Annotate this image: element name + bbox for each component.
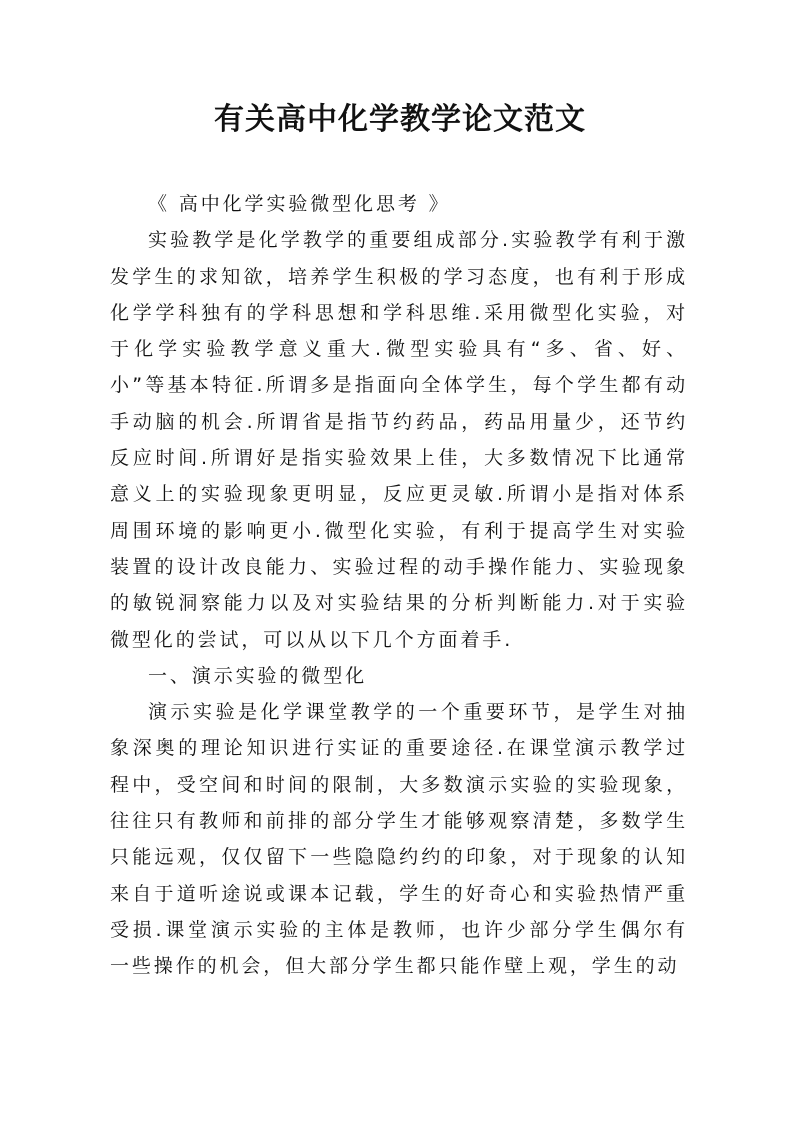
section-heading: 一、演示实验的微型化 — [148, 664, 368, 687]
paragraph-intro: 实验教学是化学教学的重要组成部分.实验教学有利于激发学生的求知欲，培养学生积极的学习态度，也有利于形成化学学科独有的学科思想和学科思维.采用微型化实验，对于化学实验教学意义重大.微型实验具有“多、省、好、小”等基本特征.所谓多是指面向全体学生，每个学生都有动手动脑的机会.所谓省是指节约药品，药品用量少，还节约反应时间.所谓好是指实验效果上佳，大多数情况下比通常意义上的实验现象更明显，反应更灵敏.所谓小是指对体系周围环境的影响更小.微型化实验，有利于提高学生对实验装置的设计改良能力、实验过程的动手操作能力、实验现象的敏锐洞察能力以及对实验结果的分析判断能力.对于实验微型化的尝试，可以从以下几个方面着手. — [110, 229, 688, 651]
document-title: 有关高中化学教学论文范文 — [214, 102, 586, 137]
document-body — [110, 186, 688, 985]
paragraph-demo-experiment: 演示实验是化学课堂教学的一个重要环节，是学生对抽象深奥的理论知识进行实证的重要途径.在课堂演示教学过程中，受空间和时间的限制，大多数演示实验的实验现象，往往只有教师和前排的部分学生才能够观察清楚，多数学生只能远观，仅仅留下一些隐隐约约的印象，对于现象的认知来自于道听途说或课本记载，学生的好奇心和实验热情严重受损.课堂演示实验的主体是教师，也许少部分学生偶尔有一些操作的机会，但大部分学生都只能作壁上观，学生的动 — [110, 701, 688, 978]
article-subtitle: 《 高中化学实验微型化思考 》 — [148, 193, 451, 215]
